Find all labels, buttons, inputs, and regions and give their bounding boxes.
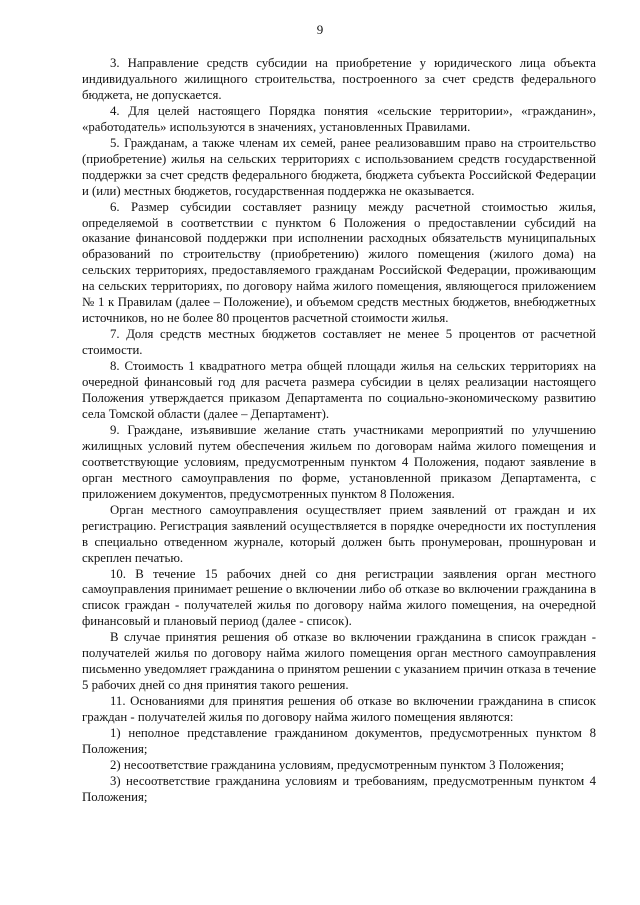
paragraph-item-10: 10. В течение 15 рабочих дней со дня регистрации заявления орган местного самоуправления принимает решение о включении либо об отказе во включении гражданина в список граждан - получателей жилья по договору найма жилого помещения, на очередной финансовый и плановый период (далее - список). (82, 566, 596, 629)
list-item-1: 1) неполное представление гражданином документов, предусмотренных пунктом 8 Положения; (82, 726, 596, 756)
document-body (82, 56, 596, 806)
list-item-3: 3) несоответствие гражданина условиям и требованиям, предусмотренным пунктом 4 Положения; (82, 773, 596, 804)
paragraph-item-7: 7. Доля средств местных бюджетов составляет не менее 5 процентов от расчетной стоимости. (82, 327, 596, 358)
paragraph-item-3: 3. Направление средств субсидии на приобретение у юридического лица объекта индивидуального жилищного строительства, построенного за счет средств федерального бюджета, не допускается. (82, 56, 596, 102)
paragraph-item-11: 11. Основаниями для принятия решения об отказе во включении гражданина в список граждан - получателей жилья по договору найма жилого помещения являются: (82, 694, 596, 725)
paragraph-registration: Орган местного самоуправления осуществляет прием заявлений от граждан и их регистрацию. Регистрация заявлений осуществляется в порядке очередности их поступления в специально отведенном журнале, который должен быть пронумерован, прошнурован и скреплен печатью. (82, 502, 596, 565)
paragraph-item-9: 9. Граждане, изъявившие желание стать участниками мероприятий по улучшению жилищных условий путем обеспечения жильем по договорам найма жилого помещения и соответствующие условиям, предусмотренным пунктом 4 Положения, подают заявление в орган местного самоуправления по форме, установленной приказом Департамента, с приложением документов, предусмотренных пунктом 8 Положения. (82, 422, 596, 501)
paragraph-item-6: 6. Размер субсидии составляет разницу между расчетной стоимостью жилья, определяемой в соответствии с пунктом 6 Положения о предоставлении субсидий на оказание финансовой поддержки при исполнении расходных обязательств муниципальных образований по строительству (приобретению) жилого помещения (жилого дома) на сельских территориях, предоставляемого гражданам Российской Федерации, проживающим на сельских территориях, по договору найма жилого помещения, являющегося приложением № 1 к Правилам (далее – Положение), и объемом средств местных бюджетов, внебюджетных источников, но не более 80 процентов расчетной стоимости жилья. (82, 199, 596, 326)
paragraph-refusal-notice: В случае принятия решения об отказе во включении гражданина в список граждан - получателей жилья по договору найма жилого помещения орган местного самоуправления письменно уведомляет гражданина о принятом решении с указанием причин отказа в течение 5 рабочих дней со дня принятия такого решения. (82, 630, 596, 693)
paragraph-item-5: 5. Гражданам, а также членам их семей, ранее реализовавшим право на строительство (приобретение) жилья на сельских территориях с использованием средств государственной поддержки за счет средств федерального бюджета, бюджета субъекта Российской Федерации и (или) местных бюджетов, государственная поддержка не оказывается. (82, 135, 596, 198)
paragraph-item-4: 4. Для целей настоящего Порядка понятия «сельские территории», «гражданин», «работодатель» используются в значениях, установленных Правилами. (82, 103, 596, 134)
list-item-2: 2) несоответствие гражданина условиям, предусмотренным пунктом 3 Положения; (110, 757, 565, 772)
page-number: 9 (316, 22, 324, 37)
paragraph-item-8: 8. Стоимость 1 квадратного метра общей площади жилья на сельских территориях на очередной финансовый год для расчета размера субсидии в целях реализации настоящего Положения утверждается приказом Департамента по социально-экономическому развитию села Томской области (далее – Департамент). (82, 359, 596, 421)
